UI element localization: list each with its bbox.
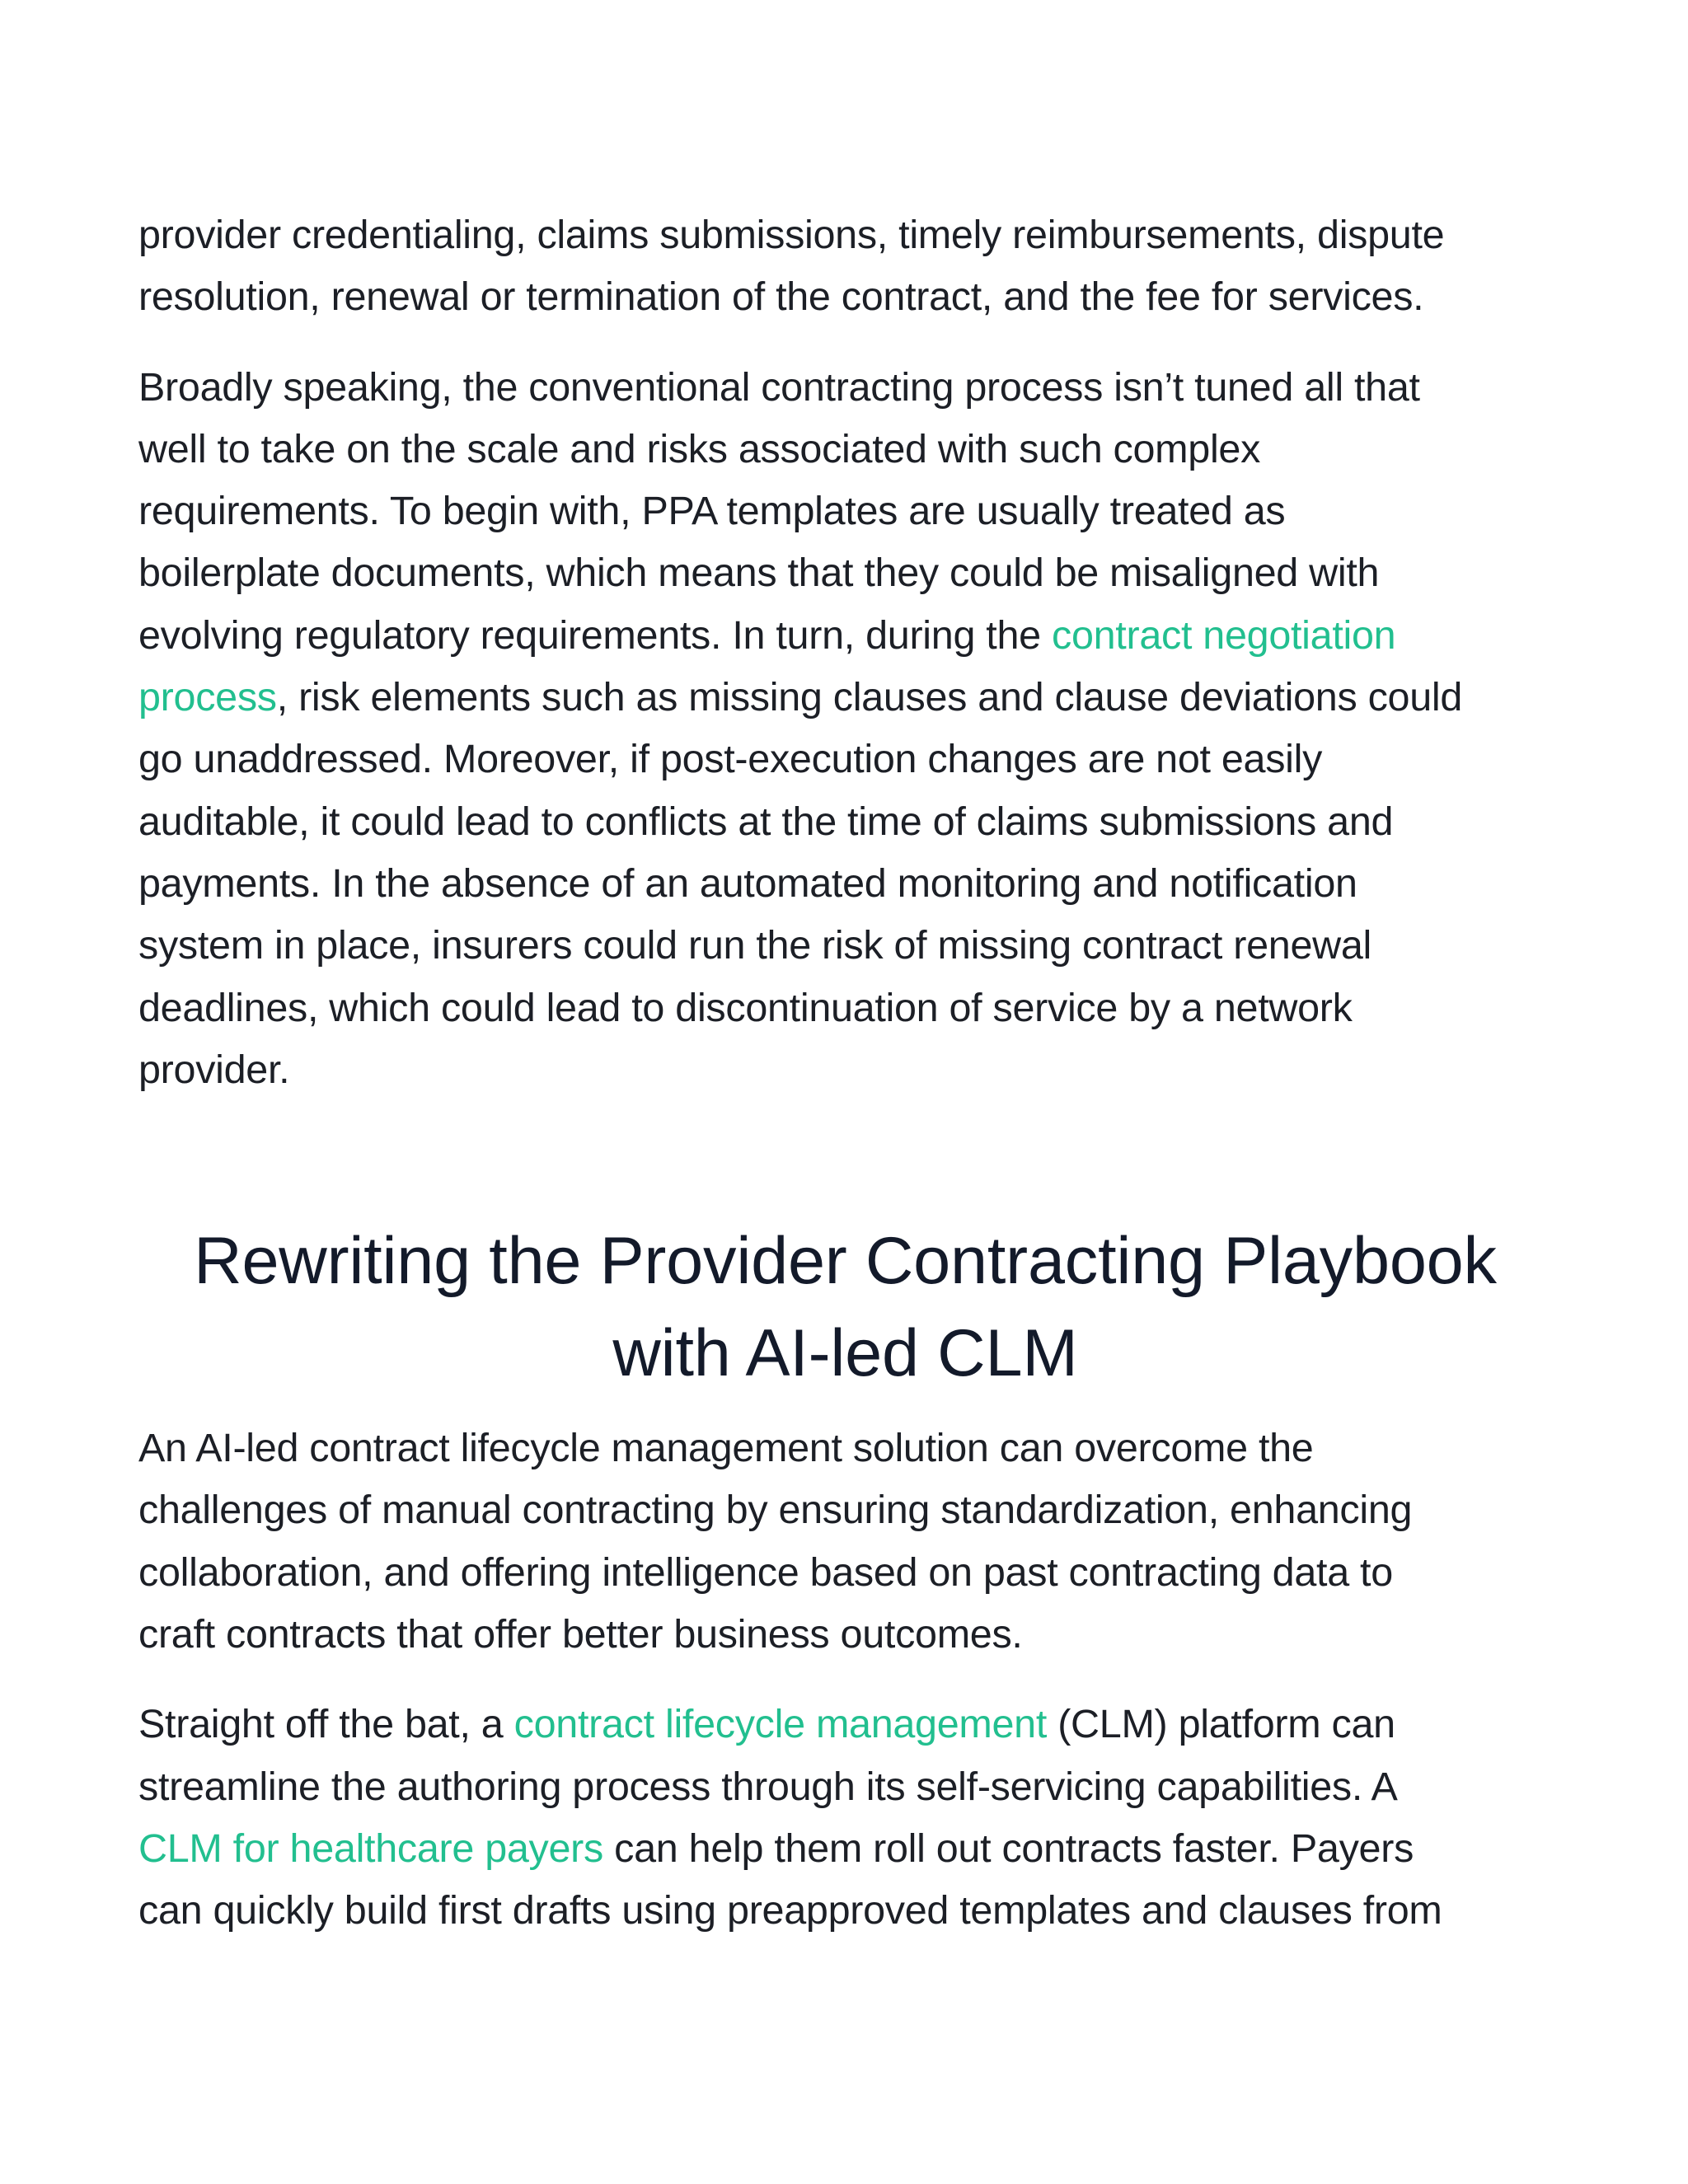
text-line (138, 1818, 1552, 1880)
text-line: deadlines, which could lead to discontinuation of service by a network (138, 985, 1353, 1030)
link-contract-negotiation-process-continued[interactable]: process (138, 675, 277, 720)
text-line: can quickly build first drafts using preapproved templates and clauses from (138, 1888, 1442, 1933)
text-span: Straight off the bat, a (138, 1702, 514, 1747)
text-span: evolving regulatory requirements. In turn, during the (138, 612, 1052, 658)
heading-line: Rewriting the Provider Contracting Playbook (194, 1224, 1497, 1299)
text-line: challenges of manual contracting by ensuring standardization, enhancing (138, 1488, 1413, 1533)
link-clm-for-healthcare-payers[interactable]: CLM for healthcare payers (138, 1825, 603, 1871)
text-line: collaboration, and offering intelligence based on past contracting data to (138, 1549, 1393, 1595)
text-line: Broadly speaking, the conventional contracting process isn’t tuned all that (138, 364, 1420, 410)
text-line: auditable, it could lead to conflicts at the time of claims submissions and (138, 799, 1394, 844)
heading-line: with AI-led CLM (612, 1316, 1078, 1391)
text-line: craft contracts that offer better business outcomes. (138, 1612, 1023, 1657)
paragraph-provider-credentialing (138, 204, 1552, 329)
document-body (138, 204, 1552, 1971)
text-line: streamline the authoring process through its self-servicing capabilities. A (138, 1764, 1398, 1809)
text-line: system in place, insurers could run the risk of missing contract renewal (138, 923, 1372, 968)
text-line: resolution, renewal or termination of the contract, and the fee for services. (138, 274, 1424, 320)
text-line (138, 605, 1552, 667)
text-line: boilerplate documents, which means that they could be misaligned with (138, 551, 1380, 596)
text-line (138, 667, 1552, 729)
section-heading (138, 1215, 1552, 1399)
text-line: provider credentialing, claims submissions, timely reimbursements, dispute (138, 213, 1445, 257)
text-line: well to take on the scale and risks associated with such complex (138, 426, 1261, 471)
text-line: provider. (138, 1047, 290, 1092)
text-span: can help them roll out contracts faster. Payers (603, 1825, 1414, 1871)
link-contract-negotiation-process[interactable]: contract negotiation (1052, 612, 1396, 658)
paragraph-ai-led-clm (138, 1418, 1552, 1666)
text-line: payments. In the absence of an automated monitoring and notification (138, 860, 1357, 906)
text-span: , risk elements such as missing clauses and clause deviations could (276, 675, 1463, 720)
text-span: (CLM) platform can (1047, 1702, 1395, 1747)
text-line (138, 1694, 1552, 1755)
text-line: requirements. To begin with, PPA templates are usually treated as (138, 489, 1286, 534)
text-line: go unaddressed. Moreover, if post-execution changes are not easily (138, 737, 1323, 782)
paragraph-conventional-contracting (138, 357, 1552, 1102)
text-line: An AI-led contract lifecycle management solution can overcome the (138, 1426, 1314, 1471)
paragraph-straight-off-the-bat (138, 1694, 1552, 1942)
link-contract-lifecycle-management[interactable]: contract lifecycle management (513, 1702, 1048, 1747)
